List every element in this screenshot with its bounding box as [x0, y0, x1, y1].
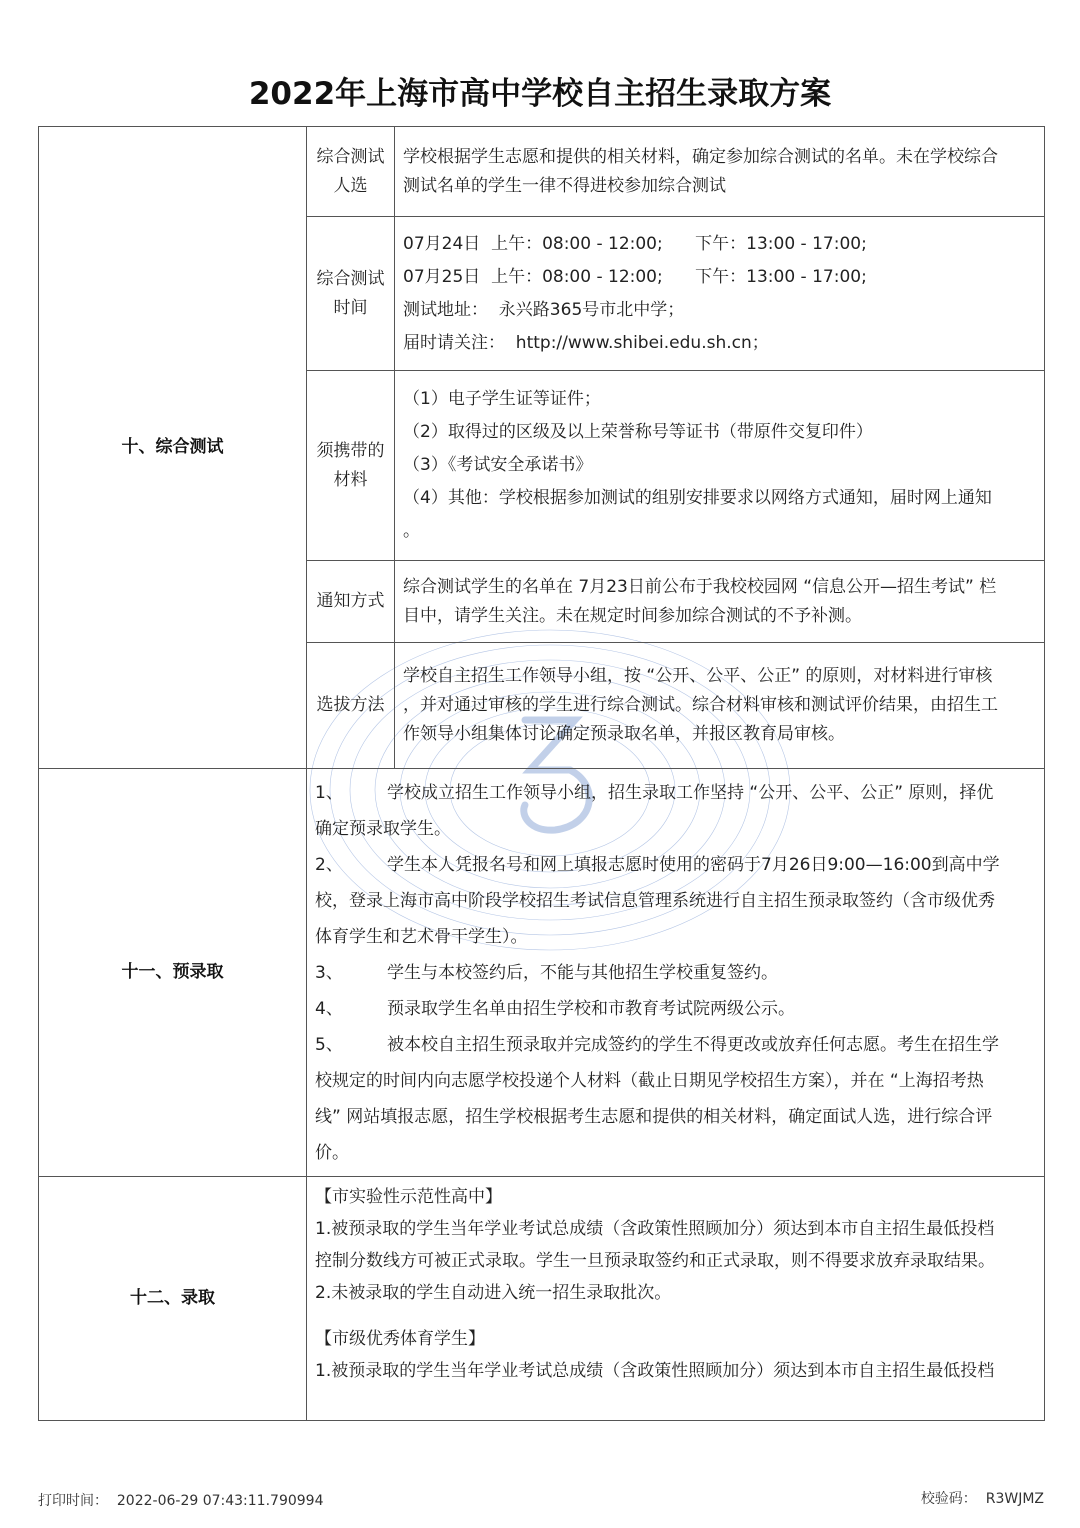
- item-text: 学生本人凭报名号和网上填报志愿时使用的密码于7月26日9:00—16:00到高中学: [387, 854, 1000, 875]
- list-item: [315, 847, 1036, 883]
- row-label: [307, 371, 395, 561]
- row-label-line: 材料: [333, 469, 368, 490]
- content-line: 1.被预录取的学生当年学业考试总成绩（含政策性照顾加分）须达到本市自主招生最低投档: [315, 1219, 995, 1239]
- content-line: （3）《考试安全承诺书》: [403, 455, 593, 475]
- content-line: 。: [403, 521, 420, 541]
- block-title: 【市实验性示范性高中】: [315, 1187, 502, 1207]
- content-line: （1）电子学生证等证件；: [403, 389, 601, 409]
- spacer: [315, 1309, 1036, 1323]
- list-item: [315, 955, 1036, 991]
- section-heading-admission: 十二、录取: [39, 1177, 307, 1421]
- item-text: 学生与本校签约后，不能与其他招生学校重复签约。: [387, 962, 778, 983]
- item-number: 4、: [315, 998, 343, 1019]
- row-label: [307, 217, 395, 371]
- content-line: 07月24日 上午：08:00 - 12:00; 下午：13:00 - 17:00;: [403, 233, 867, 254]
- section-heading-pre-admission: 十一、预录取: [39, 769, 307, 1177]
- content-line: ，并对通过审核的学生进行综合测试。综合材料审核和测试评价结果，由招生工: [403, 695, 998, 715]
- item-text: 线” 网站填报志愿，招生学校根据考生志愿和提供的相关材料，确定面试人选，进行综合评: [315, 1106, 993, 1127]
- list-item: [315, 775, 1036, 811]
- item-number: 5、: [315, 1034, 343, 1055]
- content-line: 1.被预录取的学生当年学业考试总成绩（含政策性照顾加分）须达到本市自主招生最低投档: [315, 1361, 995, 1381]
- section-heading-comprehensive-test: 十、综合测试: [39, 127, 307, 769]
- row-content: [395, 371, 1045, 561]
- content-line: 学校自主招生工作领导小组，按 “公开、公平、公正” 的原则，对材料进行审核: [403, 666, 993, 686]
- content-line: 作领导小组集体讨论确定预录取名单，并报区教育局审核。: [403, 724, 845, 744]
- item-text: 学校成立招生工作领导小组，招生录取工作坚持 “公开、公平、公正” 原则，择优: [387, 782, 994, 803]
- website-link[interactable]: 届时请关注： http://www.shibei.edu.sh.cn；: [403, 332, 769, 353]
- block-title: 【市级优秀体育学生】: [315, 1329, 485, 1349]
- content-line: 控制分数线方可被正式录取。学生一旦预录取签约和正式录取，则不得要求放弃录取结果。: [315, 1251, 995, 1271]
- table-row: [39, 1177, 1045, 1421]
- row-label: 通知方式: [307, 561, 395, 643]
- document-title: 2022年上海市高中学校自主招生录取方案: [248, 76, 832, 112]
- table-row: [39, 127, 1045, 217]
- row-label-line: 综合测试: [316, 268, 385, 289]
- item-text: 预录取学生名单由招生学校和市教育考试院两级公示。: [387, 998, 795, 1019]
- row-content: [395, 127, 1045, 217]
- item-text: 校，登录上海市高中阶段学校招生考试信息管理系统进行自主招生预录取签约（含市级优秀: [315, 890, 995, 911]
- item-number: 3、: [315, 962, 343, 983]
- item-number: 2、: [315, 854, 343, 875]
- admission-content: [307, 1177, 1045, 1421]
- list-item: [315, 991, 1036, 1027]
- row-content: [395, 561, 1045, 643]
- content-line: 学校根据学生志愿和提供的相关材料，确定参加综合测试的名单。未在学校综合: [403, 146, 998, 167]
- item-text: 价。: [315, 1142, 349, 1163]
- item-number: 1、: [315, 782, 343, 803]
- row-label-line: 时间: [333, 297, 368, 318]
- row-label-line: 须携带的: [316, 440, 385, 461]
- row-content: [395, 217, 1045, 371]
- content-line: （4）其他：学校根据参加测试的组别安排要求以网络方式通知，届时网上通知: [403, 488, 992, 508]
- content-line: 测试名单的学生一律不得进校参加综合测试: [403, 175, 726, 196]
- item-text: 确定预录取学生。: [315, 818, 451, 839]
- verification-code: 校验码： R3WJMZ: [920, 1491, 1044, 1507]
- table-row: [39, 769, 1045, 1177]
- row-label-line: 综合测试: [316, 146, 385, 167]
- content-line: （2）取得过的区级及以上荣誉称号等证书（带原件交复印件）: [403, 422, 873, 442]
- admission-table: [38, 126, 1045, 1421]
- item-text: 体育学生和艺术骨干学生）。: [315, 926, 528, 947]
- row-label: 选拔方法: [307, 643, 395, 769]
- content-line: 2.未被录取的学生自动进入统一招生录取批次。: [315, 1283, 672, 1303]
- row-content: [395, 643, 1045, 769]
- pre-admission-content: [307, 769, 1045, 1177]
- content-line: 目中，请学生关注。未在规定时间参加综合测试的不予补测。: [403, 605, 862, 626]
- row-label-line: 人选: [333, 175, 368, 196]
- row-label: [307, 127, 395, 217]
- content-line: 综合测试学生的名单在 7月23日前公布于我校校园网 “信息公开—招生考试” 栏: [403, 576, 997, 597]
- print-time: 打印时间： 2022-06-29 07:43:11.790994: [38, 1493, 324, 1509]
- list-item: [315, 1027, 1036, 1063]
- content-line: 07月25日 上午：08:00 - 12:00; 下午：13:00 - 17:00;: [403, 266, 867, 287]
- item-text: 被本校自主招生预录取并完成签约的学生不得更改或放弃任何志愿。考生在招生学: [387, 1034, 999, 1055]
- content-line: 测试地址： 永兴路365号市北中学；: [403, 299, 685, 320]
- item-text: 校规定的时间内向志愿学校投递个人材料（截止日期见学校招生方案），并在 “上海招考热: [315, 1070, 984, 1091]
